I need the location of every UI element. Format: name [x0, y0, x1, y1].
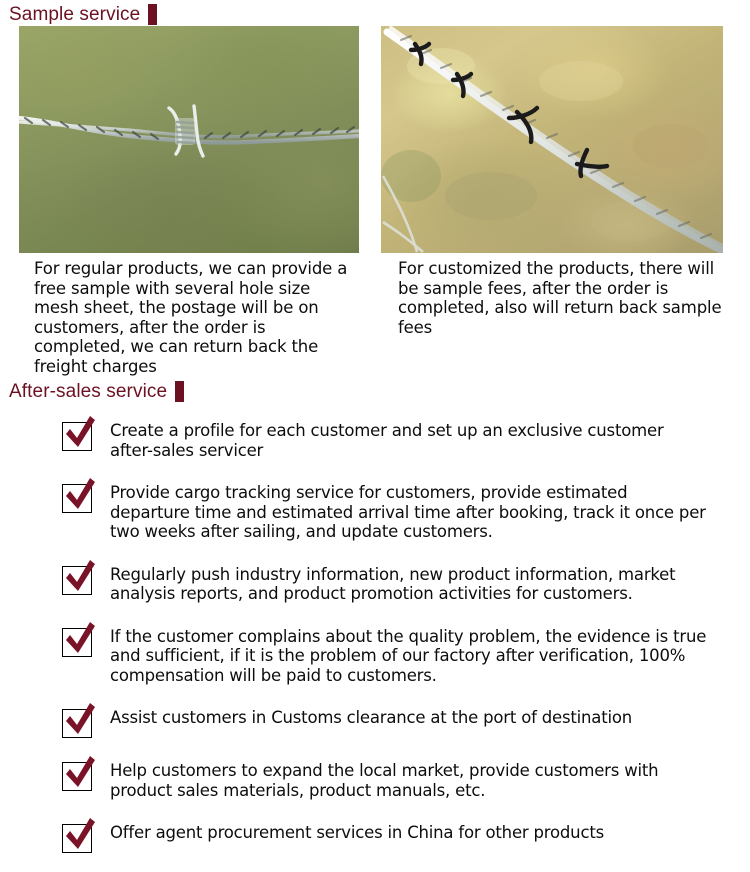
check-box-icon	[62, 419, 94, 451]
list-item	[0, 704, 750, 738]
check-box-icon	[62, 481, 94, 513]
list-item	[0, 623, 750, 686]
list-item	[0, 757, 750, 800]
list-item-text: Provide cargo tracking service for customers, provide estimated departure time and estimated arrival time after booking, track it once per two weeks after sailing, and update customers.	[110, 483, 706, 541]
barbed-wire-green-photo	[19, 26, 359, 253]
check-box-icon	[62, 563, 94, 595]
after-sales-service-heading-text: After-sales service	[9, 381, 168, 402]
list-item-text: Help customers to expand the local market, provide customers with product sales materials, product manuals, etc.	[110, 761, 659, 800]
list-item-text: Assist customers in Customs clearance at the port of destination	[110, 708, 633, 727]
sample-service-photo-row	[0, 26, 750, 376]
after-sales-service-list	[0, 417, 750, 872]
sample-card-left-caption: For regular products, we can provide a free sample with several hole size mesh sheet, the postage will be on customers, after the order is completed, we can return back the freight charges	[34, 259, 348, 376]
barbed-wire-tan-photo	[381, 26, 723, 253]
heading-accent-bar	[175, 381, 184, 402]
list-item-text: Create a profile for each customer and set up an exclusive customer after-sales servicer	[110, 421, 664, 460]
sample-card-right-caption: For customized the products, there will be sample fees, after the order is completed, also will return back sample fees	[398, 259, 722, 337]
list-item-text: Offer agent procurement services in China for other products	[110, 823, 604, 842]
check-box-icon	[62, 706, 94, 738]
check-box-icon	[62, 821, 94, 853]
sample-service-heading-text: Sample service	[9, 4, 141, 25]
list-item	[0, 561, 750, 604]
sample-card-right	[381, 26, 723, 337]
list-item-text: Regularly push industry information, new product information, market analysis reports, and product promotion activities for customers.	[110, 564, 676, 603]
after-sales-service-heading	[0, 380, 184, 403]
list-item	[0, 819, 750, 853]
check-box-icon	[62, 759, 94, 791]
check-box-icon	[62, 625, 94, 657]
list-item	[0, 417, 750, 460]
heading-accent-bar	[148, 4, 157, 25]
sample-card-left	[19, 26, 359, 376]
list-item-text: If the customer complains about the quality problem, the evidence is true and sufficient, if it is the problem of our factory after verification, 100% compensation will be paid to customers.	[110, 626, 707, 685]
sample-service-heading	[0, 3, 157, 26]
list-item	[0, 479, 750, 542]
